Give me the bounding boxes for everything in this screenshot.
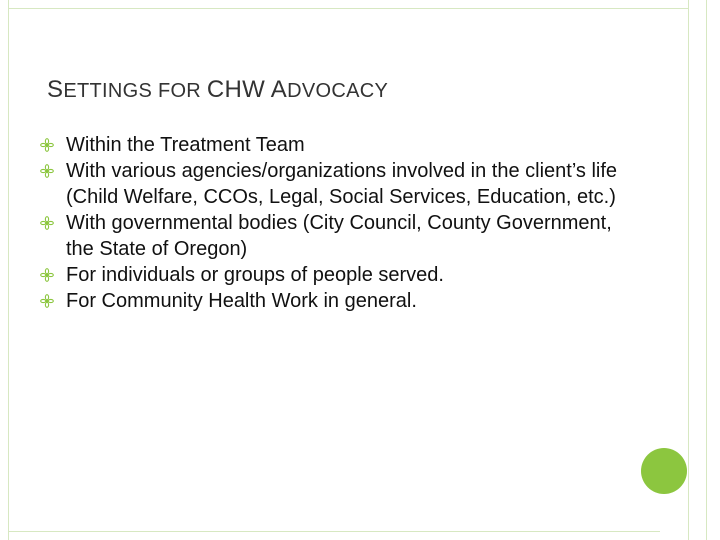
bullet-text: Within the Treatment Team	[66, 134, 305, 156]
bullet-text: With various agencies/organizations involved in the client’s life (Child Welfare, CCOs, Legal, Social Services, Education, etc.)	[66, 160, 618, 208]
bullet-item	[40, 210, 640, 262]
daisy-flower-icon	[40, 268, 54, 282]
slide-title	[47, 76, 388, 104]
bullet-item	[40, 262, 640, 288]
daisy-flower-icon	[40, 164, 54, 178]
bullet-item	[40, 132, 640, 158]
accent-circle	[641, 448, 687, 494]
title-part: DVOCACY	[287, 80, 389, 102]
bullet-text: With governmental bodies (City Council, County Government, the State of Oregon)	[66, 212, 612, 260]
bullet-list	[40, 132, 640, 314]
daisy-flower-icon	[40, 294, 54, 308]
bullet-item	[40, 288, 640, 314]
bullet-text: For individuals or groups of people served.	[66, 264, 444, 286]
bullet-text: For Community Health Work in general.	[66, 290, 417, 312]
bullet-item	[40, 158, 640, 210]
daisy-flower-icon	[40, 216, 54, 230]
title-part: ETTINGS FOR	[63, 80, 207, 102]
daisy-flower-icon	[40, 138, 54, 152]
title-part: S	[47, 76, 64, 103]
title-part: CHW A	[206, 76, 288, 103]
